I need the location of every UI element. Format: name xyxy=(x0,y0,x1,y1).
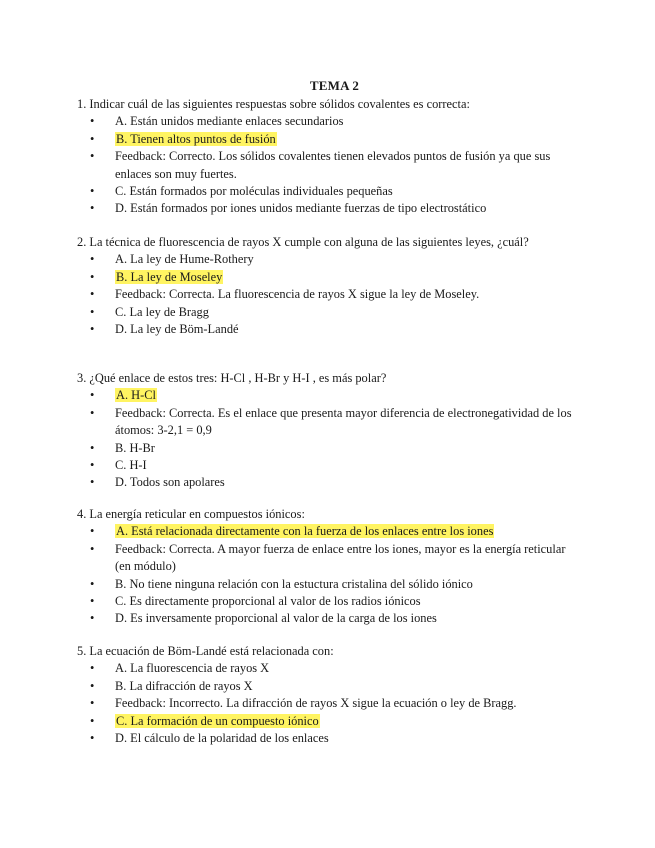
question-5 xyxy=(77,643,577,747)
answer-option: • D. El cálculo de la polaridad de los enlaces xyxy=(77,730,577,747)
answer-option: • A. Están unidos mediante enlaces secundarios xyxy=(77,113,577,130)
answer-list xyxy=(77,523,577,627)
answer-option: • D. Están formados por iones unidos mediante fuerzas de tipo electrostático xyxy=(77,200,577,217)
answer-option-highlighted: • B. La ley de Moseley xyxy=(77,269,577,286)
question-3 xyxy=(77,370,577,492)
answer-option: • A. La fluorescencia de rayos X xyxy=(77,660,577,677)
answer-list xyxy=(77,660,577,747)
answer-option: • D. La ley de Böm-Landé xyxy=(77,321,577,338)
answer-option: • B. No tiene ninguna relación con la estuctura cristalina del sólido iónico xyxy=(77,576,577,593)
answer-feedback: • Feedback: Correcta. Es el enlace que presenta mayor diferencia de electronegatividad de los átomos: 3-2,1 = 0,9 xyxy=(77,405,577,440)
question-text: 3. ¿Qué enlace de estos tres: H-Cl , H-Br y H-I , es más polar? xyxy=(77,371,387,385)
question-1 xyxy=(77,96,577,218)
question-text: 5. La ecuación de Böm-Landé está relacionada con: xyxy=(77,644,334,658)
answer-list xyxy=(77,251,577,338)
answer-feedback: • Feedback: Correcto. Los sólidos covalentes tienen elevados puntos de fusión ya que sus enlaces son muy fuertes. xyxy=(77,148,577,183)
answer-list xyxy=(77,113,577,217)
answer-option: • C. La ley de Bragg xyxy=(77,304,577,321)
question-text: 1. Indicar cuál de las siguientes respuestas sobre sólidos covalentes es correcta: xyxy=(77,97,470,111)
answer-option-highlighted: • B. Tienen altos puntos de fusión xyxy=(77,131,577,148)
question-text: 2. La técnica de fluorescencia de rayos X cumple con alguna de las siguientes leyes, ¿cuál? xyxy=(77,235,529,249)
answer-option: • A. La ley de Hume-Rothery xyxy=(77,251,577,268)
answer-feedback: • Feedback: Correcta. A mayor fuerza de enlace entre los iones, mayor es la energía reticular (en módulo) xyxy=(77,541,577,576)
answer-option: • C. Es directamente proporcional al valor de los radios iónicos xyxy=(77,593,577,610)
answer-option: • D. Es inversamente proporcional al valor de la carga de los iones xyxy=(77,610,577,627)
answer-option-highlighted: • A. Está relacionada directamente con la fuerza de los enlaces entre los iones xyxy=(77,523,577,540)
answer-feedback: • Feedback: Incorrecto. La difracción de rayos X sigue la ecuación o ley de Bragg. xyxy=(77,695,577,712)
answer-option-highlighted: • A. H-Cl xyxy=(77,387,577,404)
answer-option: • B. La difracción de rayos X xyxy=(77,678,577,695)
answer-option: • B. H-Br xyxy=(77,440,577,457)
answer-option-highlighted: • C. La formación de un compuesto iónico xyxy=(77,713,577,730)
answer-option: • C. Están formados por moléculas individuales pequeñas xyxy=(77,183,577,200)
question-2 xyxy=(77,234,577,338)
answer-feedback: • Feedback: Correcta. La fluorescencia de rayos X sigue la ley de Moseley. xyxy=(77,286,577,303)
answer-option: • D. Todos son apolares xyxy=(77,474,577,491)
question-text: 4. La energía reticular en compuestos iónicos: xyxy=(77,507,305,521)
page-title: TEMA 2 xyxy=(309,78,360,93)
question-4 xyxy=(77,506,577,628)
answer-list xyxy=(77,387,577,491)
answer-option: • C. H-I xyxy=(77,457,577,474)
